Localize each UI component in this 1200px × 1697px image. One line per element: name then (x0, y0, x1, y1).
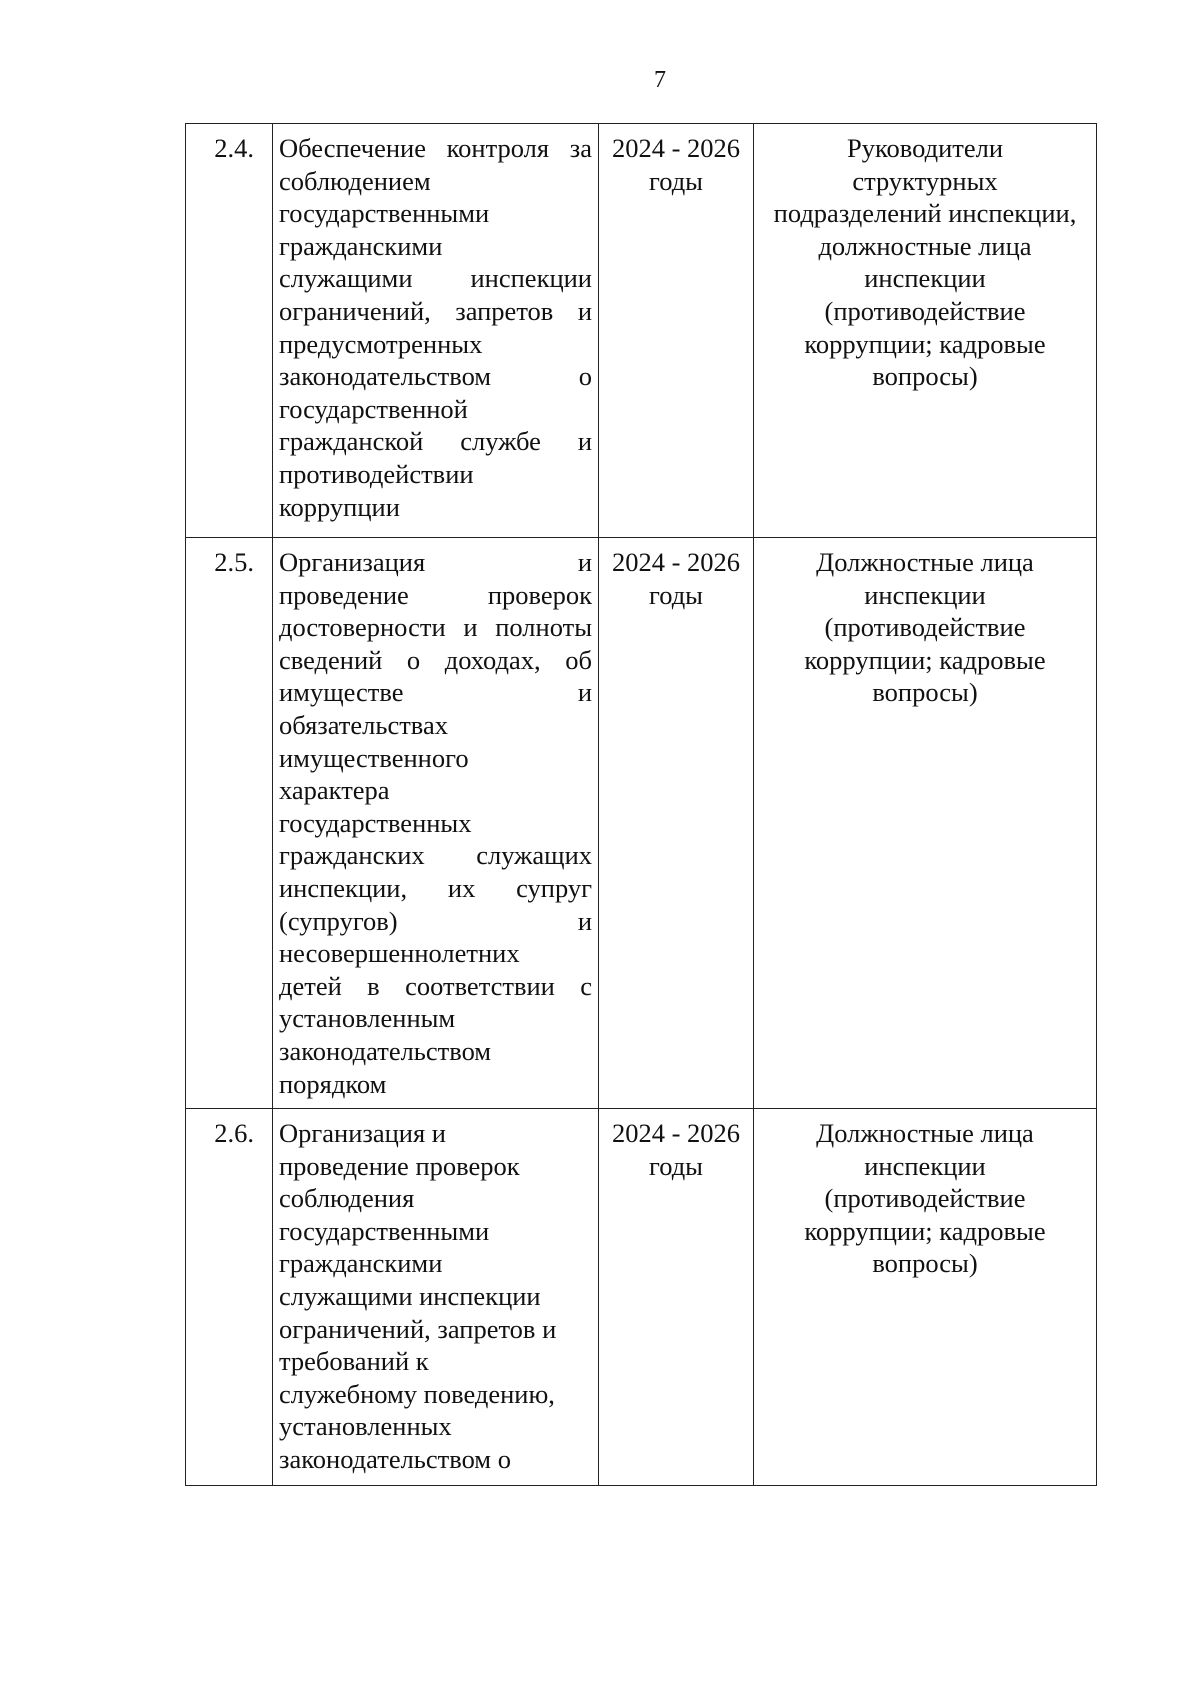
text-line: требований к (279, 1346, 429, 1377)
text-line: законодательством о (279, 361, 592, 392)
text-line: инспекции (864, 1150, 986, 1181)
text-line: имуществе и (279, 677, 592, 708)
text-line: государственными (279, 1215, 490, 1246)
text-line: коррупции; кадровые (804, 328, 1046, 359)
text-line: 2024 - 2026 (611, 547, 741, 577)
text-line: соблюдения (279, 1183, 415, 1214)
text-line: гражданскими (279, 230, 443, 261)
measure-description (273, 538, 599, 1109)
table-row (186, 538, 1097, 1109)
text-line: инспекции (864, 263, 986, 294)
implementation-period (599, 1109, 754, 1486)
text-line: (противодействие (824, 612, 1026, 643)
text-line: соблюдением (279, 165, 431, 196)
text-line: государственной (279, 393, 468, 424)
text-line: структурных (852, 165, 998, 196)
item-number: 2.6. (186, 1109, 273, 1486)
text-line: служащими инспекции (279, 263, 592, 294)
text-line: годы (649, 165, 703, 196)
measure-description (273, 1109, 599, 1486)
text-line: характера (279, 775, 390, 806)
implementation-period (599, 124, 754, 538)
text-line: достоверности и полноты (279, 612, 592, 643)
text-line: сведений о доходах, об (279, 644, 592, 675)
text-line: законодательством (279, 1035, 492, 1066)
measures-table (185, 123, 1097, 1486)
text-line: Организация и (279, 1118, 446, 1148)
text-line: (противодействие (824, 1183, 1026, 1214)
measure-description (273, 124, 599, 538)
text-line: подразделений инспекции, (773, 198, 1077, 229)
table-row (186, 124, 1097, 538)
text-line: инспекции, их супруг (279, 872, 592, 903)
text-line: служебному поведению, (279, 1378, 555, 1409)
text-line: государственных (279, 807, 472, 838)
text-line: предусмотренных (279, 328, 483, 359)
text-line: государственными (279, 198, 490, 229)
text-line: обязательствах (279, 709, 448, 740)
text-line: Руководители (847, 133, 1003, 163)
text-line: служащими инспекции (279, 1280, 541, 1311)
text-line: должностные лица (818, 230, 1032, 261)
text-line: гражданской службе и (279, 426, 592, 457)
text-line: детей в соответствии с (279, 970, 592, 1001)
responsible-persons (754, 1109, 1097, 1486)
text-line: (противодействие (824, 295, 1026, 326)
text-line: вопросы) (872, 1248, 978, 1279)
text-line: годы (649, 1150, 703, 1181)
text-line: вопросы) (872, 361, 978, 392)
text-line: проведение проверок (279, 579, 592, 610)
text-line: 2024 - 2026 (611, 133, 741, 163)
text-line: гражданских служащих (279, 840, 592, 871)
text-line: установленным (279, 1003, 456, 1034)
responsible-persons (754, 124, 1097, 538)
text-line: установленных (279, 1411, 452, 1442)
text-line: Организация и (279, 547, 592, 577)
text-line: Обеспечение контроля за (279, 133, 592, 163)
text-line: коррупции; кадровые (804, 1215, 1046, 1246)
text-line: коррупции; кадровые (804, 644, 1046, 675)
text-line: порядком (279, 1068, 387, 1099)
item-number: 2.5. (186, 538, 273, 1109)
text-line: имущественного (279, 742, 469, 773)
text-line: коррупции (279, 491, 400, 522)
text-line: Должностные лица (816, 1118, 1034, 1148)
text-line: Должностные лица (816, 547, 1034, 577)
text-line: годы (649, 579, 703, 610)
text-line: инспекции (864, 579, 986, 610)
text-line: проведение проверок (279, 1150, 520, 1181)
text-line: несовершеннолетних (279, 938, 520, 969)
implementation-period (599, 538, 754, 1109)
text-line: (супругов) и (279, 905, 592, 936)
responsible-persons (754, 538, 1097, 1109)
text-line: вопросы) (872, 677, 978, 708)
item-number: 2.4. (186, 124, 273, 538)
text-line: противодействии (279, 458, 474, 489)
text-line: 2024 - 2026 (611, 1118, 741, 1148)
table-row (186, 1109, 1097, 1486)
text-line: ограничений, запретов и (279, 1313, 557, 1344)
text-line: законодательством о (279, 1443, 511, 1474)
text-line: гражданскими (279, 1248, 443, 1279)
text-line: ограничений, запретов и (279, 295, 592, 326)
page-number: 7 (654, 67, 666, 93)
